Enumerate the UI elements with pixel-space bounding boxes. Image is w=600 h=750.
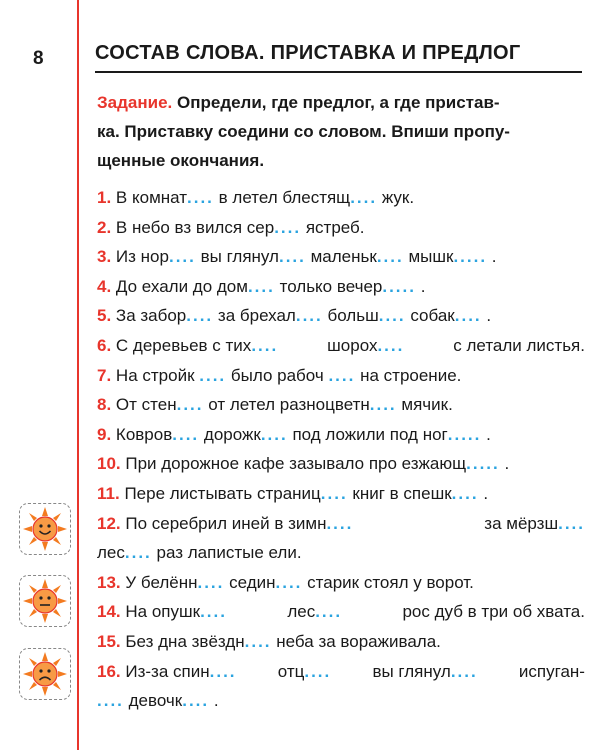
task-text-2: ка. Приставку соедини со словом. Впиши пропу- — [97, 122, 510, 141]
blank[interactable]: .... — [275, 572, 303, 592]
text: Из-за спин — [125, 661, 210, 681]
text: В комнат — [115, 188, 188, 207]
text: . — [420, 276, 426, 296]
text: Из нор — [115, 247, 169, 267]
text: Без дна звёздн — [125, 631, 245, 651]
blank[interactable]: .... — [558, 513, 585, 533]
exercise-5 — [97, 301, 585, 331]
text: При дорожное кафе зазывало про езжающ — [125, 454, 467, 474]
blank[interactable]: .... — [369, 395, 397, 415]
text: . — [504, 454, 510, 474]
exercise-12 — [97, 509, 585, 539]
blank[interactable]: ..... — [447, 424, 482, 444]
exercise-8 — [97, 390, 585, 420]
blank[interactable]: .... — [124, 543, 152, 563]
blank[interactable]: .... — [182, 691, 210, 711]
blank[interactable]: .... — [168, 247, 196, 267]
blank[interactable]: .... — [186, 306, 214, 326]
blank[interactable]: .... — [278, 247, 306, 267]
text: рос дуб в три об хвата. — [402, 602, 585, 622]
exercise-number: 12. — [97, 513, 121, 533]
exercise-number: 3. — [97, 247, 112, 267]
exercise-15 — [97, 627, 585, 657]
exercise-16-continued — [97, 686, 585, 716]
blank[interactable]: .... — [209, 661, 237, 681]
blank[interactable]: ..... — [453, 247, 488, 267]
text: раз лапистые ели. — [156, 543, 302, 563]
blank[interactable]: .... — [454, 306, 482, 326]
text: мышк — [408, 247, 454, 267]
blank[interactable]: .... — [350, 188, 378, 207]
text: . — [486, 306, 492, 326]
blank[interactable]: ..... — [382, 276, 416, 296]
blank[interactable]: .... — [260, 424, 288, 444]
text: . — [486, 424, 491, 444]
text: Пере листывать страниц — [124, 483, 321, 503]
text: за мёрзш — [484, 513, 559, 533]
text: ястреб. — [305, 217, 365, 237]
blank[interactable]: .... — [376, 247, 404, 267]
exercise-9 — [97, 420, 585, 450]
blank[interactable]: ..... — [466, 454, 500, 474]
blank[interactable]: .... — [199, 365, 227, 385]
margin-line — [77, 0, 79, 750]
task-line-1 — [97, 88, 587, 117]
text: седин — [229, 572, 276, 592]
blank[interactable]: .... — [176, 395, 204, 415]
text: С деревьев с тих — [115, 335, 252, 355]
text: только вечер — [279, 276, 383, 296]
text: больш — [327, 306, 379, 326]
exercise-list — [97, 183, 585, 716]
task-label: Задание. — [97, 93, 173, 112]
text: От стен — [115, 395, 177, 415]
text: под ложили под ног — [292, 424, 448, 444]
exercise-11 — [97, 479, 585, 509]
exercise-2 — [97, 213, 585, 243]
happy-sun-icon[interactable] — [19, 503, 71, 555]
blank[interactable]: .... — [377, 335, 405, 355]
blank[interactable]: .... — [315, 602, 343, 622]
sad-sun-icon[interactable] — [19, 648, 71, 700]
exercise-number: 11. — [97, 483, 120, 503]
blank[interactable]: .... — [326, 513, 354, 533]
text: На стройк — [115, 365, 195, 385]
exercise-6 — [97, 331, 585, 361]
exercise-10 — [97, 449, 585, 479]
title-underline — [95, 71, 582, 73]
blank[interactable]: .... — [244, 631, 272, 651]
exercise-number: 6. — [97, 335, 112, 355]
exercise-number: 4. — [97, 276, 112, 296]
exercise-number: 8. — [97, 395, 112, 415]
exercise-number: 14. — [97, 602, 121, 622]
exercise-number: 13. — [97, 572, 121, 592]
text: До ехали до дом — [115, 276, 248, 296]
text: жук. — [381, 188, 415, 207]
exercise-16 — [97, 657, 585, 687]
blank[interactable]: .... — [172, 424, 200, 444]
exercise-number: 7. — [97, 365, 112, 385]
exercise-number: 16. — [97, 661, 121, 681]
blank[interactable]: .... — [274, 217, 302, 237]
text: неба за вораживала. — [276, 631, 441, 651]
exercise-number: 5. — [97, 306, 112, 326]
blank[interactable]: .... — [97, 691, 124, 711]
blank[interactable]: .... — [378, 306, 406, 326]
exercise-number: 2. — [97, 217, 112, 237]
text: У белённ — [125, 572, 198, 592]
text: . — [491, 247, 497, 267]
text: старик стоял у ворот. — [307, 572, 474, 592]
exercise-14 — [97, 597, 585, 627]
text: книг в спешк — [352, 483, 452, 503]
text: По серебрил иней в зимн — [125, 513, 327, 533]
exercise-3 — [97, 242, 585, 272]
text: лес — [97, 543, 125, 563]
text: было рабоч — [230, 365, 324, 385]
text: вы глянул — [372, 661, 451, 681]
exercise-number: 15. — [97, 631, 121, 651]
text: За забор — [115, 306, 187, 326]
blank[interactable]: .... — [251, 335, 279, 355]
blank[interactable]: .... — [328, 365, 356, 385]
text: В небо вз вился сер — [115, 217, 275, 237]
text: на строение. — [360, 365, 462, 385]
text: собак — [410, 306, 455, 326]
text: девочк — [128, 691, 183, 711]
exercise-13 — [97, 568, 585, 598]
blank[interactable]: .... — [197, 572, 225, 592]
blank[interactable]: .... — [200, 602, 227, 622]
task-text-1: Определи, где предлог, а где пристав- — [176, 93, 500, 112]
page-number: 8 — [33, 48, 44, 69]
blank[interactable]: .... — [304, 661, 332, 681]
exercise-number: 10. — [97, 454, 121, 474]
text: от летел разноцветн — [208, 395, 370, 415]
text: в летел блестящ — [218, 188, 351, 207]
text: испуган- — [518, 661, 585, 681]
text: за брехал — [217, 306, 296, 326]
page-title: СОСТАВ СЛОВА. ПРИСТАВКА И ПРЕДЛОГ — [95, 42, 521, 64]
text: Ковров — [115, 424, 173, 444]
text: дорожк — [203, 424, 261, 444]
exercise-4 — [97, 272, 585, 302]
blank[interactable]: .... — [295, 306, 323, 326]
exercise-number: 1. — [97, 188, 112, 207]
text: лес — [287, 602, 316, 622]
text: маленьк — [310, 247, 377, 267]
blank[interactable]: .... — [187, 188, 214, 207]
text: вы глянул — [200, 247, 279, 267]
blank[interactable]: .... — [320, 483, 348, 503]
exercise-7 — [97, 361, 585, 391]
text: шорох — [327, 335, 378, 355]
exercise-number: 9. — [97, 424, 112, 444]
blank[interactable]: .... — [451, 483, 479, 503]
text: . — [213, 691, 219, 711]
text: мячик. — [401, 395, 453, 415]
text: На опушк — [125, 602, 201, 622]
task-text-3: щенные окончания. — [97, 151, 265, 170]
text: . — [483, 483, 489, 503]
neutral-sun-icon[interactable] — [19, 575, 71, 627]
exercise-1 — [97, 183, 585, 213]
text: с летали листья. — [453, 335, 585, 355]
blank[interactable]: .... — [247, 276, 275, 296]
exercise-12-continued — [97, 538, 585, 568]
task-instructions — [97, 88, 587, 175]
text: отц — [277, 661, 305, 681]
blank[interactable]: .... — [450, 661, 478, 681]
